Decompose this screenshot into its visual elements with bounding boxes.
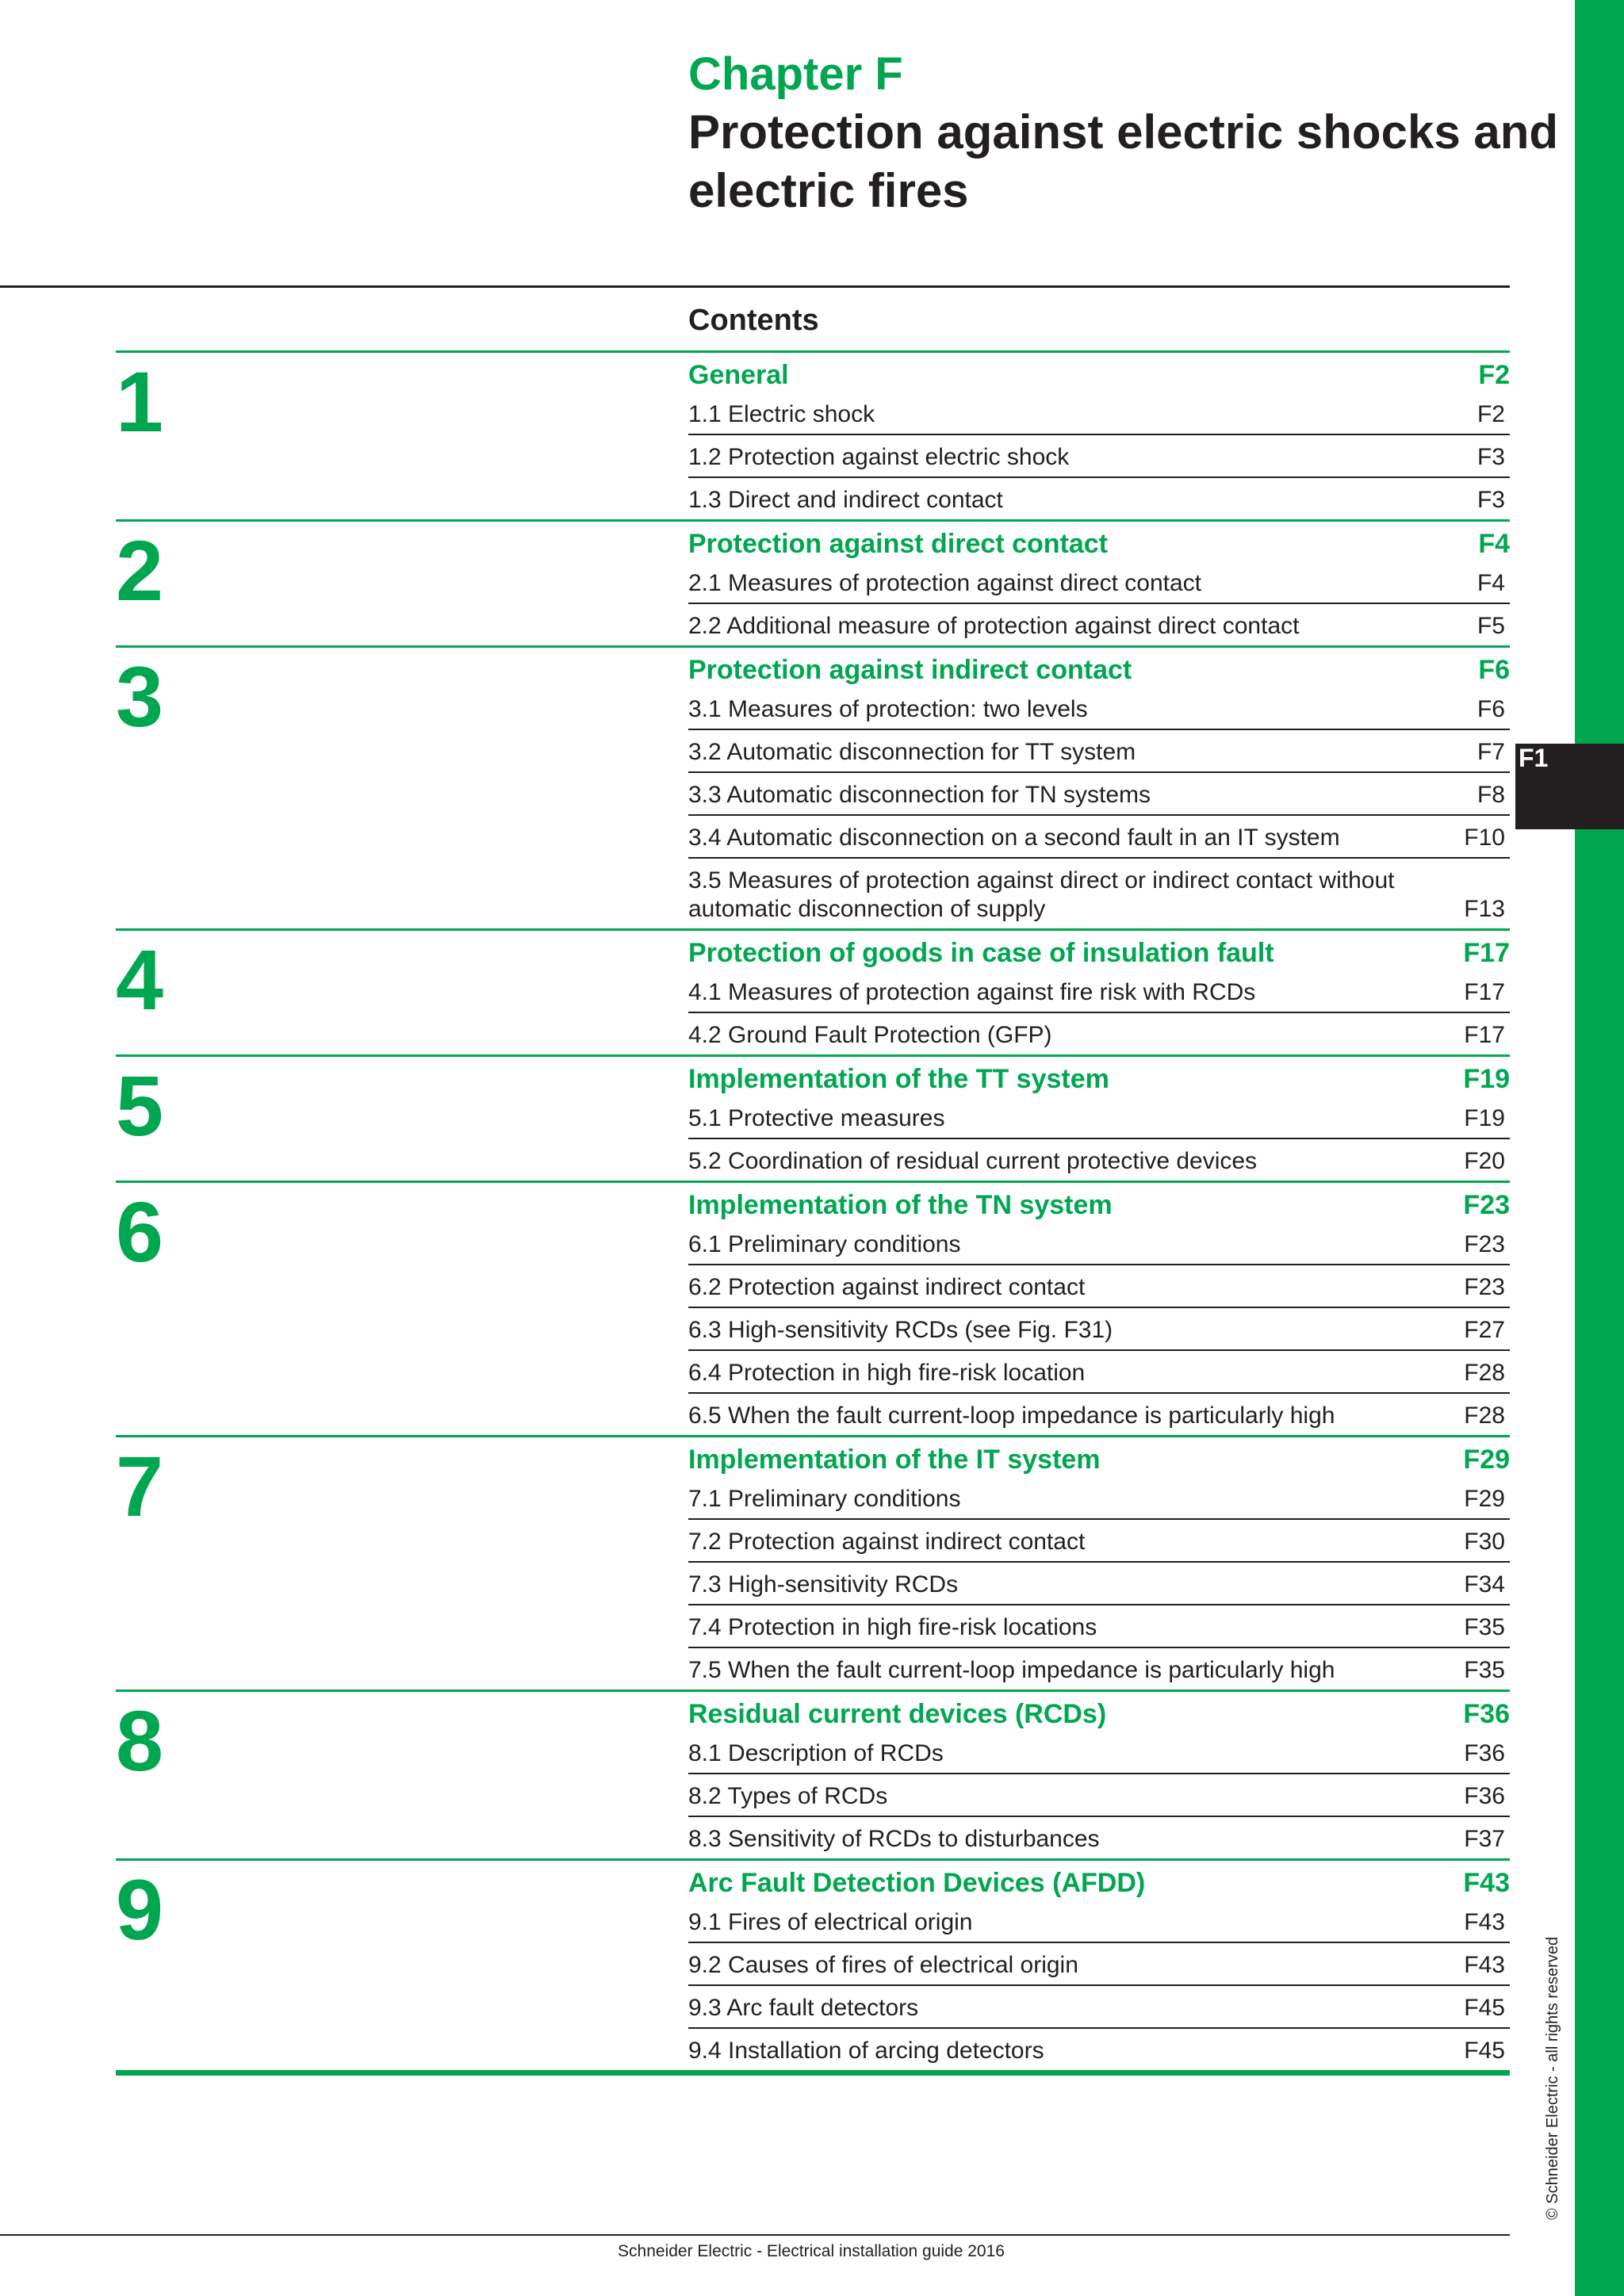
section-heading-row[interactable] — [688, 1057, 1510, 1096]
section-heading-row[interactable] — [688, 648, 1510, 687]
section-number: 8 — [116, 1693, 164, 1789]
entry-title: 6.5 When the fault current-loop impedance is particularly high — [688, 1402, 1335, 1429]
section-page-ref: F6 — [1478, 655, 1510, 685]
entry-page-ref: F45 — [1464, 1995, 1505, 2021]
section-page-ref: F17 — [1463, 938, 1510, 968]
toc-entry[interactable] — [688, 561, 1510, 603]
entry-title: 3.2 Automatic disconnection for TT system — [688, 739, 1136, 765]
entry-title: 9.2 Causes of fires of electrical origin — [688, 1952, 1078, 1978]
section-number: 9 — [116, 1862, 164, 1957]
toc-entry[interactable] — [688, 1138, 1510, 1181]
entry-page-ref: F3 — [1477, 487, 1505, 513]
toc-entry[interactable] — [688, 1264, 1510, 1307]
footer-text: Schneider Electric - Electrical installation guide 2016 — [618, 2242, 1005, 2260]
section-heading-row[interactable] — [688, 1437, 1510, 1477]
chapter-title: Protection against electric shocks and electric fires — [688, 105, 1559, 217]
entry-title: 3.4 Automatic disconnection on a second fault in an IT system — [688, 825, 1340, 851]
side-color-bar — [1575, 0, 1624, 2296]
chapter-label: Chapter F — [688, 48, 903, 100]
entry-title: 5.2 Coordination of residual current protective devices — [688, 1148, 1258, 1174]
section-title: Arc Fault Detection Devices (AFDD) — [688, 1868, 1146, 1898]
section-title: Implementation of the TN system — [688, 1190, 1113, 1220]
toc-entry[interactable] — [688, 1307, 1510, 1349]
entry-page-ref: F23 — [1464, 1231, 1505, 1257]
entry-title: 4.1 Measures of protection against fire risk with RCDs — [688, 979, 1256, 1005]
section-title: Residual current devices (RCDs) — [688, 1699, 1107, 1729]
toc-entry[interactable] — [688, 1732, 1510, 1773]
entry-title: 7.4 Protection in high fire-risk locations — [688, 1614, 1097, 1640]
entry-title: 7.3 High-sensitivity RCDs — [688, 1571, 959, 1598]
section-heading-row[interactable] — [688, 931, 1510, 970]
toc-entry[interactable] — [688, 1223, 1510, 1264]
toc-section — [116, 1858, 1510, 2076]
toc-entry[interactable] — [688, 729, 1510, 771]
entry-page-ref: F5 — [1477, 613, 1505, 639]
section-heading-row[interactable] — [688, 1692, 1510, 1732]
entry-title: 3.1 Measures of protection: two levels — [688, 696, 1088, 722]
section-page-ref: F19 — [1463, 1064, 1510, 1094]
entry-page-ref: F35 — [1464, 1657, 1505, 1683]
page-number-label: F1 — [1519, 744, 1549, 772]
entry-page-ref: F27 — [1464, 1317, 1505, 1343]
entry-title: 1.2 Protection against electric shock — [688, 444, 1070, 470]
toc-entry[interactable] — [688, 2027, 1510, 2070]
section-page-ref: F36 — [1463, 1699, 1510, 1729]
entry-page-ref: F34 — [1464, 1571, 1505, 1598]
toc-entry[interactable] — [688, 1984, 1510, 2027]
toc-entry[interactable] — [688, 1816, 1510, 1858]
entry-page-ref: F19 — [1464, 1105, 1505, 1131]
toc-entry[interactable] — [688, 970, 1510, 1012]
entry-title: 5.1 Protective measures — [688, 1105, 945, 1131]
toc-entry[interactable] — [688, 1477, 1510, 1518]
entry-page-ref: F36 — [1464, 1740, 1505, 1766]
entry-title: 8.2 Types of RCDs — [688, 1783, 888, 1809]
toc-entry[interactable] — [688, 1604, 1510, 1647]
entry-title: 8.1 Description of RCDs — [688, 1740, 944, 1766]
entry-title: 9.3 Arc fault detectors — [688, 1995, 919, 2021]
entry-page-ref: F37 — [1464, 1826, 1505, 1852]
entry-title: 3.5 Measures of protection against direct or indirect contact without automatic disconnection of supply — [688, 867, 1395, 922]
entry-title: 9.4 Installation of arcing detectors — [688, 2038, 1044, 2064]
footer-divider — [0, 2234, 1510, 2236]
toc-entry[interactable] — [688, 1900, 1510, 1942]
toc-entry[interactable] — [688, 1518, 1510, 1561]
copyright-notice: © Schneider Electric - all rights reserved — [1544, 1936, 1561, 2220]
toc-section — [116, 350, 1510, 519]
toc-entry[interactable] — [688, 814, 1510, 857]
contents-heading: Contents — [688, 304, 819, 337]
section-number: 2 — [116, 522, 164, 618]
entry-page-ref: F28 — [1464, 1402, 1505, 1429]
section-page-ref: F2 — [1478, 360, 1510, 390]
section-heading-row[interactable] — [688, 522, 1510, 561]
entry-page-ref: F29 — [1464, 1486, 1505, 1512]
header-divider — [0, 285, 1510, 288]
entry-title: 9.1 Fires of electrical origin — [688, 1909, 973, 1935]
entry-title: 8.3 Sensitivity of RCDs to disturbances — [688, 1826, 1100, 1852]
entry-page-ref: F43 — [1464, 1952, 1505, 1978]
entry-title: 6.1 Preliminary conditions — [688, 1231, 961, 1257]
entry-page-ref: F45 — [1464, 2038, 1505, 2064]
page-number-tab — [1515, 744, 1624, 829]
section-number: 7 — [116, 1438, 164, 1534]
section-title: Protection against direct contact — [688, 529, 1108, 559]
entry-title: 1.3 Direct and indirect contact — [688, 487, 1003, 513]
section-title: Implementation of the IT system — [688, 1445, 1101, 1475]
toc-entry[interactable] — [688, 392, 1510, 434]
section-title: General — [688, 360, 789, 390]
toc-entry[interactable] — [688, 1096, 1510, 1138]
section-title: Protection against indirect contact — [688, 655, 1132, 685]
section-number: 3 — [116, 649, 164, 744]
entry-title: 6.2 Protection against indirect contact — [688, 1274, 1086, 1300]
toc-entry[interactable] — [688, 857, 1510, 928]
section-title: Implementation of the TT system — [688, 1064, 1109, 1094]
entry-page-ref: F20 — [1464, 1148, 1505, 1174]
entry-title: 7.1 Preliminary conditions — [688, 1486, 961, 1512]
section-page-ref: F23 — [1463, 1190, 1510, 1220]
toc-entry[interactable] — [688, 1012, 1510, 1054]
entry-page-ref: F17 — [1464, 1022, 1505, 1048]
section-title: Protection of goods in case of insulation fault — [688, 938, 1274, 968]
toc-entry[interactable] — [688, 603, 1510, 645]
entry-page-ref: F8 — [1477, 782, 1505, 808]
toc-entry[interactable] — [688, 771, 1510, 814]
toc-entry[interactable] — [688, 1773, 1510, 1816]
toc-entry[interactable] — [688, 1349, 1510, 1392]
footer — [0, 2242, 1624, 2261]
section-number: 6 — [116, 1184, 164, 1280]
toc-section — [116, 519, 1510, 645]
section-heading-row[interactable] — [688, 1183, 1510, 1223]
entry-title: 1.1 Electric shock — [688, 401, 875, 427]
entry-title: 7.5 When the fault current-loop impedance is particularly high — [688, 1657, 1335, 1683]
entry-page-ref: F17 — [1464, 979, 1505, 1005]
section-number: 4 — [116, 932, 164, 1027]
toc-section — [116, 1181, 1510, 1435]
section-number: 1 — [116, 354, 164, 450]
entry-page-ref: F43 — [1464, 1909, 1505, 1935]
toc-entry[interactable] — [688, 1392, 1510, 1435]
entry-title: 6.3 High-sensitivity RCDs (see Fig. F31) — [688, 1317, 1113, 1343]
toc-entry[interactable] — [688, 1647, 1510, 1689]
entry-title: 2.2 Additional measure of protection against direct contact — [688, 613, 1300, 639]
toc-entry[interactable] — [688, 434, 1510, 476]
entry-page-ref: F23 — [1464, 1274, 1505, 1300]
entry-page-ref: F10 — [1464, 825, 1505, 851]
toc-section — [116, 1054, 1510, 1181]
toc-section — [116, 645, 1510, 928]
entry-page-ref: F35 — [1464, 1614, 1505, 1640]
entry-page-ref: F3 — [1477, 444, 1505, 470]
section-page-ref: F4 — [1478, 529, 1510, 559]
section-heading-row[interactable] — [688, 353, 1510, 392]
entry-page-ref: F28 — [1464, 1360, 1505, 1386]
entry-title: 6.4 Protection in high fire-risk location — [688, 1360, 1086, 1386]
toc-section — [116, 928, 1510, 1054]
table-of-contents — [116, 350, 1510, 2076]
entry-page-ref: F7 — [1477, 739, 1505, 765]
entry-page-ref: F36 — [1464, 1783, 1505, 1809]
toc-entry[interactable] — [688, 1561, 1510, 1604]
toc-entry[interactable] — [688, 1942, 1510, 1984]
entry-page-ref: F13 — [1464, 896, 1505, 922]
section-page-ref: F43 — [1463, 1868, 1510, 1898]
section-number: 5 — [116, 1058, 164, 1154]
entry-title: 2.1 Measures of protection against direct contact — [688, 570, 1202, 596]
toc-entry[interactable] — [688, 476, 1510, 519]
entry-title: 7.2 Protection against indirect contact — [688, 1529, 1086, 1555]
toc-section — [116, 1435, 1510, 1689]
section-page-ref: F29 — [1463, 1445, 1510, 1475]
entry-title: 3.3 Automatic disconnection for TN systems — [688, 782, 1151, 808]
toc-entry[interactable] — [688, 687, 1510, 729]
entry-page-ref: F2 — [1477, 401, 1505, 427]
entry-page-ref: F30 — [1464, 1529, 1505, 1555]
entry-page-ref: F6 — [1477, 696, 1505, 722]
section-heading-row[interactable] — [688, 1861, 1510, 1900]
toc-section — [116, 1689, 1510, 1858]
entry-title: 4.2 Ground Fault Protection (GFP) — [688, 1022, 1052, 1048]
entry-page-ref: F4 — [1477, 570, 1505, 596]
